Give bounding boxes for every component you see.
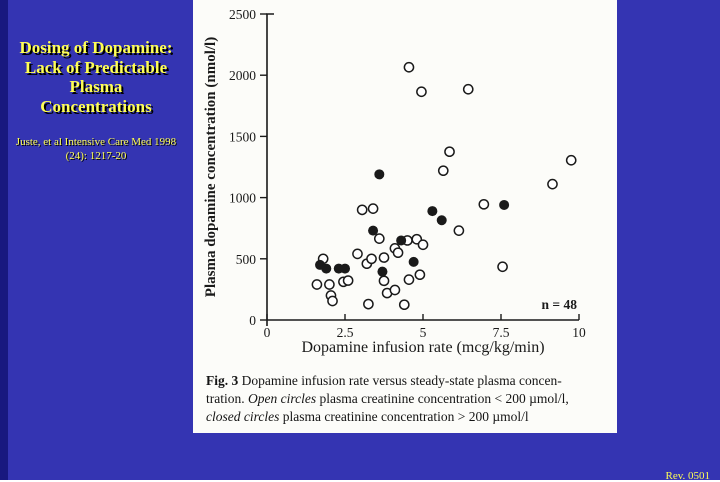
y-tick-label: 2500 xyxy=(229,7,256,22)
data-point-open xyxy=(375,234,384,243)
caption-line: tration. Open circles plasma creatinine concentration < 200 µmol/l, xyxy=(206,391,569,406)
data-point-filled xyxy=(427,206,437,216)
x-tick-label: 0 xyxy=(263,325,271,340)
x-tick-label: 10 xyxy=(572,325,586,340)
y-tick-label: 2000 xyxy=(229,68,256,84)
axes xyxy=(267,14,579,326)
citation-line: (24): 1217-20 xyxy=(65,149,127,162)
slide-title xyxy=(2,38,190,116)
data-point-filled xyxy=(368,226,378,236)
title-line: Concentrations xyxy=(40,96,152,116)
data-point-open xyxy=(404,275,413,284)
data-point-open xyxy=(312,280,321,289)
x-tick-label: 2.5 xyxy=(336,325,354,340)
data-point-open xyxy=(454,226,463,235)
caption-line: Fig. 3 Dopamine infusion rate versus steady-state plasma concen- xyxy=(206,373,562,388)
data-point-filled xyxy=(377,267,387,277)
data-point-filled xyxy=(396,235,406,245)
data-point-open xyxy=(464,85,473,94)
data-point-filled xyxy=(340,264,350,274)
y-tick-label: 0 xyxy=(249,313,256,328)
x-tick-label: 5 xyxy=(419,325,427,340)
revision-label: Rev. 0501 xyxy=(665,470,710,482)
data-point-open xyxy=(479,200,488,209)
data-point-filled xyxy=(499,200,509,210)
data-point-open xyxy=(417,87,426,96)
scatter-plot xyxy=(193,0,617,368)
title-line: Plasma xyxy=(69,77,123,96)
data-point-open xyxy=(498,262,507,271)
figure-panel xyxy=(193,0,617,433)
citation-line: Juste, et al Intensive Care Med 1998 xyxy=(15,136,177,148)
n-annotation: n = 48 xyxy=(541,297,577,312)
data-point-open xyxy=(418,240,427,249)
caption-line: closed circles plasma creatinine concentration > 200 µmol/l xyxy=(206,409,529,424)
data-point-open xyxy=(368,204,377,213)
x-axis-title: Dopamine infusion rate (mcg/kg/min) xyxy=(301,339,545,356)
data-point-open xyxy=(404,63,413,72)
y-tick-label: 1500 xyxy=(229,129,256,145)
data-point-open xyxy=(328,296,337,305)
data-point-open xyxy=(379,276,388,285)
title-line: Dosing of Dopamine: xyxy=(19,38,173,57)
y-tick-label: 1000 xyxy=(229,190,256,206)
data-point-open xyxy=(367,254,376,263)
data-point-filled xyxy=(374,169,384,179)
data-point-open xyxy=(379,253,388,262)
data-point-open xyxy=(344,276,353,285)
y-tick-label: 500 xyxy=(235,251,256,267)
figure-caption xyxy=(206,372,614,426)
data-point-open xyxy=(548,180,557,189)
title-line: Lack of Predictable xyxy=(24,57,168,77)
data-point-open xyxy=(325,280,334,289)
y-axis-title: Plasma dopamine concentration (nmol/l) xyxy=(203,36,219,298)
data-point-filled xyxy=(409,257,419,267)
data-point-open xyxy=(415,270,424,279)
data-point-open xyxy=(358,205,367,214)
data-point-open xyxy=(445,147,454,156)
data-point-open xyxy=(390,285,399,294)
data-point-filled xyxy=(437,215,447,225)
data-point-open xyxy=(567,156,576,165)
data-point-open xyxy=(400,300,409,309)
data-point-open xyxy=(353,249,362,258)
data-point-filled xyxy=(321,264,331,274)
data-point-open xyxy=(393,248,402,257)
data-point-open xyxy=(439,166,448,175)
citation xyxy=(2,136,190,163)
data-point-open xyxy=(364,299,373,308)
x-tick-label: 7.5 xyxy=(492,325,510,340)
